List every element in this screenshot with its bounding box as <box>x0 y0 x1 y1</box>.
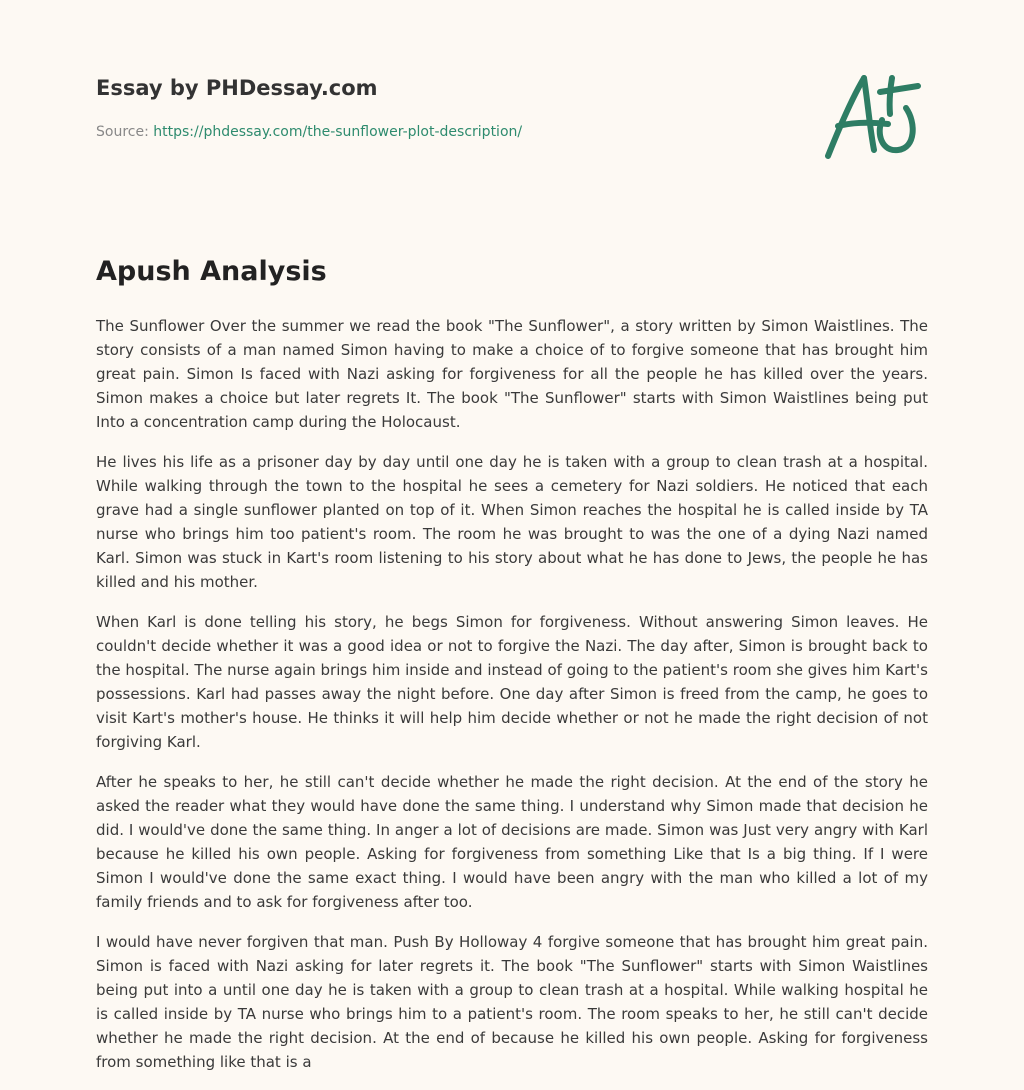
essay-paragraph: After he speaks to her, he still can't decide whether he made the right decision. At the end of the story he asked the reader what they would have done the same thing. I understand why Simon made that decision he did. I would've done the same thing. In anger a lot of decisions are made. Simon was Just very angry with Karl because he killed his own people. Asking for forgiveness from something Like that Is a big thing. If I were Simon I would've done the same exact thing. I would have been angry with the man who killed a lot of my family friends and to ask for forgiveness after too. <box>96 773 928 911</box>
source-link[interactable]: https://phdessay.com/the-sunflower-plot-description/ <box>153 124 523 140</box>
essay-paragraph: I would have never forgiven that man. Push By Holloway 4 forgive someone that has brought him great pain. Simon is faced with Nazi asking for later regrets it. The book "The Sunflower" starts with Simon Waistlines being put into a until one day he is taken with a group to clean trash at a hospital. While walking hospital he is called inside by TA nurse who brings him to a patient's room. The room speaks to her, he still can't decide whether he made the right decision. At the end of because he killed his own people. Asking for forgiveness from something like that is a <box>96 933 928 1071</box>
essay-title: Apush Analysis <box>96 256 327 287</box>
source-label: Source: <box>96 124 154 140</box>
site-title: Essay by PHDessay.com <box>96 76 378 100</box>
a-plus-logo-icon <box>818 64 930 168</box>
essay-paragraph: He lives his life as a prisoner day by day until one day he is taken with a group to clean trash at a hospital. While walking through the town to the hospital he sees a cemetery for Nazi soldiers. He noticed that each grave had a single sunflower planted on top of it. When Simon reaches the hospital he is called inside by TA nurse who brings him too patient's room. The room he was brought to was the one of a dying Nazi named Karl. Simon was stuck in Kart's room listening to his story about what he has done to Jews, the people he has killed and his mother. <box>96 453 928 591</box>
essay-body <box>96 314 928 1090</box>
source-line <box>96 124 522 140</box>
essay-paragraph: When Karl is done telling his story, he begs Simon for forgiveness. Without answering Simon leaves. He couldn't decide whether it was a good idea or not to forgive the Nazi. The day after, Simon is brought back to the hospital. The nurse again brings him inside and instead of going to the patient's room she gives him Kart's possessions. Karl had passes away the night before. One day after Simon is freed from the camp, he goes to visit Kart's mother's house. He thinks it will help him decide whether or not he made the right decision of not forgiving Karl. <box>96 613 928 751</box>
essay-paragraph: The Sunflower Over the summer we read the book "The Sunflower", a story written by Simon Waistlines. The story consists of a man named Simon having to make a choice of to forgive someone that has brought him great pain. Simon Is faced with Nazi asking for forgiveness for all the people he has killed over the years. Simon makes a choice but later regrets It. The book "The Sunflower" starts with Simon Waistlines being put Into a concentration camp during the Holocaust. <box>96 317 928 431</box>
